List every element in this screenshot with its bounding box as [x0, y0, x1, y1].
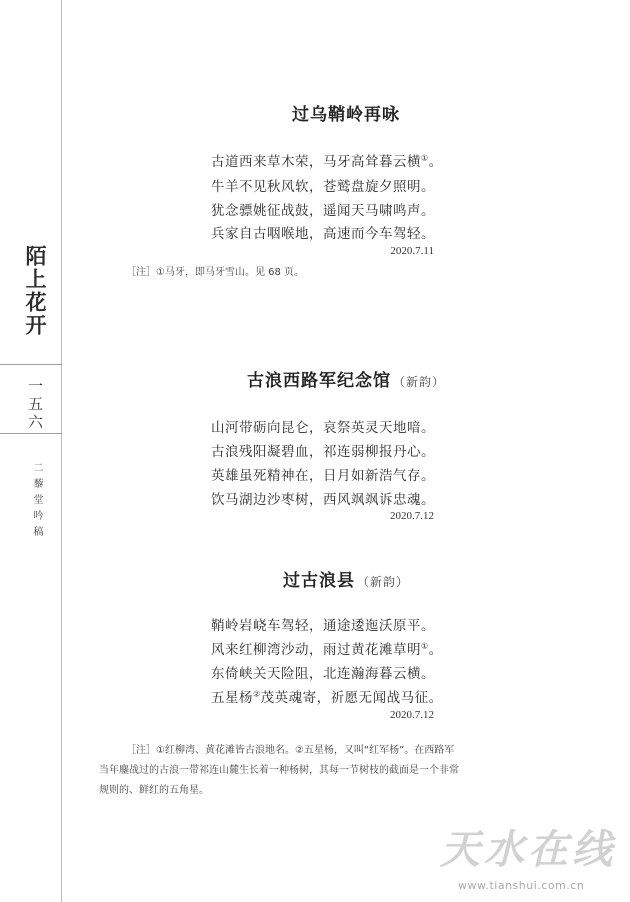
poem-title [62, 566, 630, 591]
note-mark: ① [421, 641, 429, 651]
watermark-logo: 天水在线 [440, 827, 616, 873]
poem-line [211, 638, 443, 658]
poem-line: 英雄虽死精神在，日月如新浩气存。 [211, 468, 435, 484]
page-content [62, 0, 630, 902]
poem-footnote: 当年鏖战过的古浪一带祁连山麓生长着一种杨树，其每一节树枝的截面是一个非常 [99, 765, 459, 776]
watermark-url: www.tianshui.com.cn [458, 879, 585, 892]
poem-line: 饮马湖边沙枣树，西风飒飒诉忠魂。 [211, 492, 435, 508]
poem-title [62, 100, 630, 125]
poem-date: 2020.7.12 [390, 709, 434, 721]
poem-line [211, 150, 443, 170]
poem-line: 牛羊不见秋风软，苍鹫盘旋夕照明。 [211, 179, 435, 195]
poem-subtitle: （新韵） [392, 375, 445, 389]
poem-line: 犹念骠姚征战鼓，遥闻天马啸鸣声。 [211, 203, 435, 219]
verse-text: 风来红柳湾沙动，雨过黄花滩草明 [211, 642, 421, 658]
poem-subtitle: （新韵） [356, 575, 409, 589]
section-title: 二藜堂吟稿 [31, 462, 42, 542]
poem-footnote: ［注］①马牙，即马牙雪山。见 68 页。 [126, 267, 305, 278]
poem-title-text: 过古浪县 [282, 571, 355, 591]
poem-line [211, 686, 443, 706]
poem-date: 2020.7.12 [390, 510, 434, 522]
poem-title [62, 366, 630, 391]
poem-line: 鞘岭岩峣车驾轻，通途逶迤沃原平。 [211, 618, 435, 634]
verse-text: 古道西来草木荣，马牙高耸暮云横 [211, 154, 421, 170]
sidebar-divider [0, 433, 62, 434]
poem-date: 2020.7.11 [390, 245, 434, 257]
poem-footnote: ［注］①红柳湾、黄花滩皆古浪地名。②五星杨，又叫“红军杨”。在西路军 [126, 745, 455, 756]
verse-punctuation: 。 [428, 154, 443, 170]
poem-line: 山河带砺向昆仑，哀祭英灵天地喑。 [211, 420, 435, 436]
page-sidebar [0, 0, 62, 902]
page-number: 一五六 [26, 378, 44, 432]
poem-title-text: 古浪西路军纪念馆 [246, 371, 391, 391]
sidebar-divider [0, 364, 62, 365]
note-mark: ① [421, 153, 429, 163]
poem-line: 古浪残阳凝碧血，祁连弱柳报丹心。 [211, 444, 435, 460]
book-title: 陌上花开 [23, 245, 48, 337]
verse-text: 五星杨 [211, 690, 253, 706]
note-mark: ② [253, 689, 261, 699]
poem-line: 东倚峡关天险阻，北连瀚海暮云横。 [211, 666, 435, 682]
poem-footnote: 规则的、鲜红的五角星。 [99, 785, 209, 796]
poem-line: 兵家自古咽喉地，高速而今车驾轻。 [211, 226, 435, 242]
verse-text: 茂英魂寄，祈愿无闻战马征。 [260, 690, 443, 706]
poem-title-text: 过乌鞘岭再咏 [292, 105, 400, 125]
verse-punctuation: 。 [428, 642, 443, 658]
